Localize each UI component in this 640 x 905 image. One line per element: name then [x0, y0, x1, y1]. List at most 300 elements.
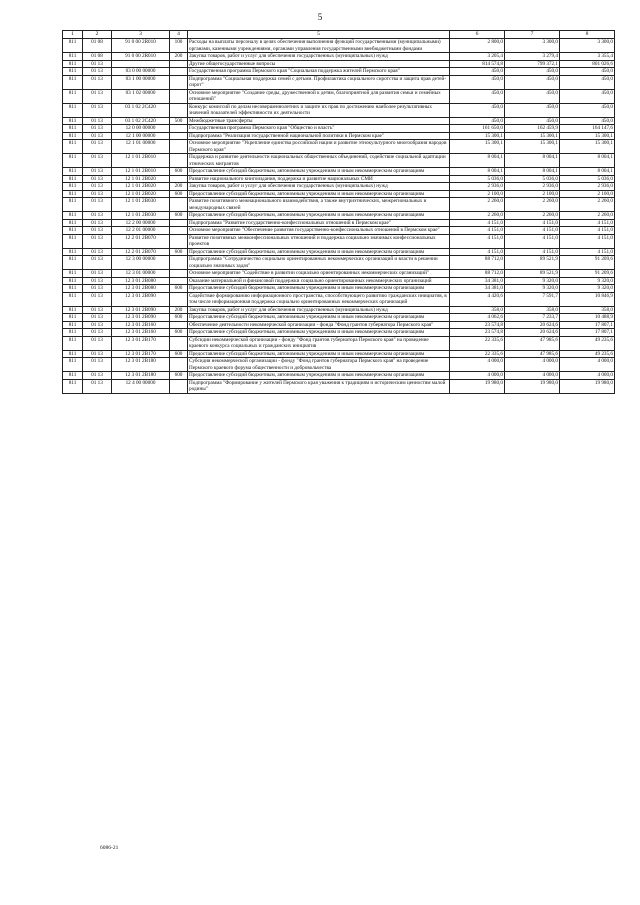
amount-year1-cell: 4 420,6	[450, 292, 505, 306]
expense-type-cell	[170, 227, 188, 235]
expense-type-cell: 600	[170, 168, 188, 176]
amount-year2-cell: 450,0	[505, 117, 560, 125]
amount-year3-cell: 15 300,1	[560, 140, 615, 154]
section-code-cell: 01 13	[83, 270, 112, 278]
section-code-cell: 01 13	[83, 117, 112, 125]
header-cell: 8	[560, 31, 615, 39]
amount-year3-cell: 450,0	[560, 68, 615, 76]
amount-year1-cell: 2 100,0	[450, 190, 505, 198]
expense-type-cell: 100	[170, 39, 188, 53]
ministry-code-cell: 811	[63, 39, 83, 53]
amount-year3-cell: 15 300,1	[560, 132, 615, 140]
amount-year1-cell: 450,0	[450, 68, 505, 76]
target-article-cell: 91 0 00 2R010	[112, 53, 170, 61]
amount-year2-cell: 4 000,0	[505, 372, 560, 380]
item-name-cell: Другие общегосударственные вопросы	[188, 60, 450, 68]
target-article-cell: 12 1 01 2B020	[112, 183, 170, 191]
expense-type-cell	[170, 336, 188, 350]
target-article-cell: 12 1 01 2B020	[112, 190, 170, 198]
item-name-cell: Подпрограмма "Развитие государственно-конфессиональных отношений в Пермском крае"	[188, 219, 450, 227]
expense-type-cell	[170, 358, 188, 372]
ministry-code-cell: 811	[63, 379, 83, 393]
amount-year2-cell: 2 260,0	[505, 198, 560, 212]
amount-year2-cell: 15 300,1	[505, 132, 560, 140]
target-article-cell: 03 0 00 00000	[112, 68, 170, 76]
amount-year2-cell: 4 151,0	[505, 248, 560, 256]
target-article-cell: 03 1 02 00000	[112, 89, 170, 103]
target-article-cell: 12 3 01 2B160	[112, 329, 170, 337]
target-article-cell: 12 3 01 2B160	[112, 321, 170, 329]
amount-year1-cell: 161 650,0	[450, 125, 505, 133]
expense-type-cell	[170, 60, 188, 68]
target-article-cell: 12 3 01 2B170	[112, 336, 170, 350]
amount-year3-cell: 4 000,0	[560, 372, 615, 380]
amount-year1-cell: 450,0	[450, 75, 505, 89]
header-cell: 3	[112, 31, 170, 39]
amount-year1-cell: 4 151,0	[450, 248, 505, 256]
item-name-cell: Предоставление субсидий бюджетным, автономным учреждениям и иным некоммерческим организациям	[188, 329, 450, 337]
item-name-cell: Субсидия некоммерческой организации - фонду "Фонд грантов губернатора Пермского края" на проведение Пермского краевого форума общественности и добровольчества	[188, 358, 450, 372]
item-name-cell: Основное мероприятие "Создание среды, дружественной к детям, благоприятной для развития семьи и семейных отношений"	[188, 89, 450, 103]
amount-year3-cell: 450,0	[560, 75, 615, 89]
section-code-cell: 01 13	[83, 103, 112, 117]
amount-year3-cell: 164 147,6	[560, 125, 615, 133]
target-article-cell: 12 3 01 2B080	[112, 277, 170, 285]
header-cell: 7	[505, 31, 560, 39]
table-row	[63, 270, 615, 278]
expense-type-cell	[170, 68, 188, 76]
amount-year3-cell: 3 300,0	[560, 39, 615, 53]
table-row	[63, 358, 615, 372]
ministry-code-cell: 811	[63, 89, 83, 103]
header-cell: 5	[188, 31, 450, 39]
ministry-code-cell: 811	[63, 125, 83, 133]
table-row	[63, 39, 615, 53]
item-name-cell: Поддержка и развитие деятельности национальных общественных объединений, содействие социальной адаптации этнических мигрантов	[188, 154, 450, 168]
amount-year2-cell: 450,0	[505, 68, 560, 76]
section-code-cell: 01 13	[83, 140, 112, 154]
item-name-cell: Основное мероприятие "Укрепление единства российской нации и развитие этнокультурного многообразия народов Пермского края"	[188, 140, 450, 154]
section-code-cell: 01 13	[83, 285, 112, 293]
target-article-cell: 12 1 01 2B030	[112, 198, 170, 212]
item-name-cell: Основное мероприятие "Содействие в развитии социально ориентированных некоммерческих организаций"	[188, 270, 450, 278]
amount-year1-cell: 15 300,1	[450, 140, 505, 154]
section-code-cell: 01 13	[83, 379, 112, 393]
header-cell: 4	[170, 31, 188, 39]
expense-type-cell	[170, 140, 188, 154]
expense-type-cell: 600	[170, 350, 188, 358]
section-code-cell: 01 13	[83, 306, 112, 314]
amount-year1-cell: 8 004,1	[450, 168, 505, 176]
section-code-cell: 01 13	[83, 212, 112, 220]
amount-year2-cell: 20 624,6	[505, 329, 560, 337]
table-row	[63, 234, 615, 248]
item-name-cell: Государственная программа Пермского края "Социальная поддержка жителей Пермского края"	[188, 68, 450, 76]
item-name-cell: Предоставление субсидий бюджетным, автономным учреждениям и иным некоммерческим организациям	[188, 314, 450, 322]
amount-year3-cell: 4 151,0	[560, 234, 615, 248]
item-name-cell: Конкурс комиссий по делам несовершеннолетних и защите их прав по достижению наиболее результативных значений показателей эффективности их деятельности	[188, 103, 450, 117]
amount-year2-cell: 19 980,0	[505, 379, 560, 393]
table-header-row	[63, 31, 615, 39]
item-name-cell: Государственная программа Пермского края "Общество и власть"	[188, 125, 450, 133]
item-name-cell: Субсидии некоммерческой организации - фонду "Фонд грантов губернатора Пермского края" на проведение краевого конкурса социальных и гражданских инициатив	[188, 336, 450, 350]
expense-type-cell: 600	[170, 372, 188, 380]
section-code-cell: 01 13	[83, 190, 112, 198]
item-name-cell: Предоставление субсидий бюджетным, автономным учреждениям и иным некоммерческим организациям	[188, 350, 450, 358]
budget-table	[62, 30, 615, 394]
ministry-code-cell: 811	[63, 285, 83, 293]
table-row	[63, 306, 615, 314]
target-article-cell: 03 1 02 2C420	[112, 103, 170, 117]
section-code-cell: 01 13	[83, 321, 112, 329]
amount-year2-cell: 450,0	[505, 89, 560, 103]
expense-type-cell	[170, 234, 188, 248]
target-article-cell: 12 0 00 00000	[112, 125, 170, 133]
amount-year3-cell: 4 000,0	[560, 358, 615, 372]
amount-year3-cell: 17 807,1	[560, 321, 615, 329]
ministry-code-cell: 811	[63, 314, 83, 322]
table-row	[63, 227, 615, 235]
header-cell: 1	[63, 31, 83, 39]
table-row	[63, 89, 615, 103]
amount-year1-cell: 22 335,6	[450, 336, 505, 350]
amount-year2-cell: 9 320,0	[505, 285, 560, 293]
table-row	[63, 75, 615, 89]
item-name-cell: Предоставление субсидий бюджетным, автономным учреждениям и иным некоммерческим организациям	[188, 168, 450, 176]
ministry-code-cell: 811	[63, 190, 83, 198]
amount-year1-cell: 4 000,0	[450, 372, 505, 380]
target-article-cell: 12 2 01 00000	[112, 227, 170, 235]
table-row	[63, 212, 615, 220]
section-code-cell: 01 13	[83, 292, 112, 306]
amount-year2-cell: 47 985,6	[505, 350, 560, 358]
amount-year3-cell: 8 004,1	[560, 154, 615, 168]
table-row	[63, 292, 615, 306]
amount-year2-cell: 9 320,0	[505, 277, 560, 285]
amount-year2-cell: 162 459,9	[505, 125, 560, 133]
ministry-code-cell: 811	[63, 256, 83, 270]
section-code-cell: 01 13	[83, 314, 112, 322]
table-row	[63, 219, 615, 227]
ministry-code-cell: 811	[63, 53, 83, 61]
table-row	[63, 140, 615, 154]
section-code-cell: 01 13	[83, 372, 112, 380]
item-name-cell: Межбюджетные трансферты	[188, 117, 450, 125]
amount-year2-cell: 2 100,0	[505, 190, 560, 198]
item-name-cell: Подпрограмма "Формирование у жителей Пермского края уважения к традициям и историческим ценностям малой родины"	[188, 379, 450, 393]
section-code-cell: 01 08	[83, 53, 112, 61]
section-code-cell: 01 13	[83, 125, 112, 133]
amount-year2-cell: 47 985,6	[505, 336, 560, 350]
amount-year3-cell: 9 320,0	[560, 285, 615, 293]
target-article-cell: 12 3 01 00000	[112, 270, 170, 278]
table-row	[63, 277, 615, 285]
ministry-code-cell: 811	[63, 306, 83, 314]
target-article-cell: 03 1 02 2C420	[112, 117, 170, 125]
item-name-cell: Предоставление субсидий бюджетным, автономным учреждениям и иным некоммерческим организациям	[188, 372, 450, 380]
amount-year2-cell: 8 004,1	[505, 154, 560, 168]
ministry-code-cell: 811	[63, 248, 83, 256]
expense-type-cell: 500	[170, 117, 188, 125]
ministry-code-cell: 811	[63, 117, 83, 125]
amount-year3-cell: 10 846,9	[560, 292, 615, 306]
ministry-code-cell: 811	[63, 183, 83, 191]
amount-year1-cell: 2 936,0	[450, 183, 505, 191]
target-article-cell: 12 3 01 2B180	[112, 372, 170, 380]
amount-year1-cell: 22 335,6	[450, 350, 505, 358]
ministry-code-cell: 811	[63, 103, 83, 117]
target-article-cell: 12 3 01 2B090	[112, 314, 170, 322]
table-row	[63, 175, 615, 183]
amount-year1-cell: 34 381,0	[450, 285, 505, 293]
expense-type-cell	[170, 125, 188, 133]
item-name-cell: Развитие позитивных межконфессиональных отношений и поддержка социально значимых конфессиональных проектов	[188, 234, 450, 248]
amount-year3-cell: 9 320,0	[560, 277, 615, 285]
table-row	[63, 154, 615, 168]
amount-year2-cell: 4 151,0	[505, 234, 560, 248]
amount-year3-cell: 2 260,0	[560, 212, 615, 220]
item-name-cell: Основное мероприятие "Обеспечение развития государственно-конфессиональных отношений в Пермском крае"	[188, 227, 450, 235]
amount-year2-cell: 7 591,7	[505, 292, 560, 306]
amount-year3-cell: 801 026,6	[560, 60, 615, 68]
item-name-cell: Расходы на выплаты персоналу в целях обеспечения выполнения функций государственными (муниципальными) органами, казенными учреждениями, органами управления государственными внебюджетными фондами	[188, 39, 450, 53]
amount-year1-cell: 88 712,0	[450, 270, 505, 278]
amount-year3-cell: 450,0	[560, 117, 615, 125]
target-article-cell: 12 3 00 00000	[112, 256, 170, 270]
target-article-cell: 12 3 01 2B090	[112, 306, 170, 314]
target-article-cell: 12 3 01 2B180	[112, 358, 170, 372]
amount-year3-cell: 450,0	[560, 103, 615, 117]
target-article-cell: 12 4 00 00000	[112, 379, 170, 393]
amount-year2-cell: 2 936,0	[505, 183, 560, 191]
expense-type-cell: 600	[170, 190, 188, 198]
amount-year1-cell: 2 260,0	[450, 212, 505, 220]
ministry-code-cell: 811	[63, 60, 83, 68]
expense-type-cell	[170, 103, 188, 117]
expense-type-cell	[170, 132, 188, 140]
amount-year2-cell: 2 260,0	[505, 212, 560, 220]
amount-year1-cell: 23 574,8	[450, 329, 505, 337]
amount-year3-cell: 2 100,0	[560, 190, 615, 198]
amount-year3-cell: 10 488,9	[560, 314, 615, 322]
item-name-cell: Предоставление субсидий бюджетным, автономным учреждениям и иным некоммерческим организациям	[188, 285, 450, 293]
ministry-code-cell: 811	[63, 212, 83, 220]
table-row	[63, 103, 615, 117]
amount-year1-cell: 358,0	[450, 306, 505, 314]
ministry-code-cell: 811	[63, 358, 83, 372]
table-row	[63, 68, 615, 76]
table-row	[63, 198, 615, 212]
section-code-cell: 01 13	[83, 358, 112, 372]
amount-year3-cell: 8 004,1	[560, 168, 615, 176]
amount-year2-cell: 358,0	[505, 306, 560, 314]
section-code-cell: 01 13	[83, 198, 112, 212]
table-row	[63, 379, 615, 393]
ministry-code-cell: 811	[63, 219, 83, 227]
item-name-cell: Предоставление субсидий бюджетным, автономным учреждениям и иным некоммерческим организациям	[188, 212, 450, 220]
expense-type-cell	[170, 198, 188, 212]
ministry-code-cell: 811	[63, 227, 83, 235]
section-code-cell: 01 08	[83, 39, 112, 53]
expense-type-cell	[170, 219, 188, 227]
target-article-cell: 12 1 01 2B010	[112, 168, 170, 176]
table-row	[63, 372, 615, 380]
target-article-cell: 03 1 00 00000	[112, 75, 170, 89]
ministry-code-cell: 811	[63, 350, 83, 358]
expense-type-cell	[170, 277, 188, 285]
table-row	[63, 350, 615, 358]
header-cell: 6	[450, 31, 505, 39]
section-code-cell: 01 13	[83, 256, 112, 270]
section-code-cell: 01 13	[83, 234, 112, 248]
amount-year1-cell: 8 004,1	[450, 154, 505, 168]
amount-year3-cell: 450,0	[560, 89, 615, 103]
ministry-code-cell: 811	[63, 372, 83, 380]
section-code-cell: 01 13	[83, 329, 112, 337]
amount-year2-cell: 7 233,7	[505, 314, 560, 322]
ministry-code-cell: 811	[63, 321, 83, 329]
section-code-cell: 01 13	[83, 132, 112, 140]
table-row	[63, 321, 615, 329]
expense-type-cell: 600	[170, 248, 188, 256]
expense-type-cell: 600	[170, 329, 188, 337]
amount-year1-cell: 2 260,0	[450, 198, 505, 212]
item-name-cell: Развитие национального книгоиздания, поддержка и развитие национальных СМИ	[188, 175, 450, 183]
target-article-cell: 12 1 01 2B030	[112, 212, 170, 220]
amount-year2-cell: 799 372,1	[505, 60, 560, 68]
amount-year2-cell: 3 279,4	[505, 53, 560, 61]
amount-year3-cell: 4 151,0	[560, 248, 615, 256]
amount-year2-cell: 89 521,9	[505, 270, 560, 278]
table-row	[63, 53, 615, 61]
target-article-cell: 91 0 00 2R010	[112, 39, 170, 53]
expense-type-cell	[170, 75, 188, 89]
header-cell: 2	[83, 31, 112, 39]
amount-year2-cell: 4 151,0	[505, 227, 560, 235]
section-code-cell: 01 13	[83, 175, 112, 183]
amount-year3-cell: 17 807,1	[560, 329, 615, 337]
amount-year2-cell: 8 004,1	[505, 168, 560, 176]
table-row	[63, 132, 615, 140]
section-code-cell: 01 13	[83, 183, 112, 191]
amount-year2-cell: 450,0	[505, 103, 560, 117]
document-code: 6086-21	[100, 845, 119, 851]
section-code-cell: 01 13	[83, 219, 112, 227]
amount-year3-cell: 4 151,0	[560, 219, 615, 227]
amount-year1-cell: 23 574,8	[450, 321, 505, 329]
amount-year2-cell: 15 300,1	[505, 140, 560, 154]
amount-year3-cell: 49 235,6	[560, 336, 615, 350]
amount-year3-cell: 2 260,0	[560, 198, 615, 212]
item-name-cell: Закупка товаров, работ и услуг для обеспечения государственных (муниципальных) нужд	[188, 183, 450, 191]
table-row	[63, 256, 615, 270]
target-article-cell	[112, 60, 170, 68]
ministry-code-cell: 811	[63, 140, 83, 154]
amount-year3-cell: 91 209,6	[560, 256, 615, 270]
amount-year1-cell: 88 712,0	[450, 256, 505, 270]
amount-year1-cell: 34 381,0	[450, 277, 505, 285]
section-code-cell: 01 13	[83, 168, 112, 176]
table-row	[63, 183, 615, 191]
section-code-cell: 01 13	[83, 248, 112, 256]
amount-year1-cell: 4 062,6	[450, 314, 505, 322]
expense-type-cell	[170, 154, 188, 168]
amount-year3-cell: 4 151,0	[560, 227, 615, 235]
amount-year2-cell: 5 036,0	[505, 175, 560, 183]
expense-type-cell	[170, 256, 188, 270]
amount-year1-cell: 5 036,0	[450, 175, 505, 183]
target-article-cell: 12 3 01 2B090	[112, 292, 170, 306]
section-code-cell: 01 13	[83, 277, 112, 285]
table-row	[63, 168, 615, 176]
ministry-code-cell: 811	[63, 68, 83, 76]
ministry-code-cell: 811	[63, 270, 83, 278]
expense-type-cell: 600	[170, 285, 188, 293]
amount-year1-cell: 19 980,0	[450, 379, 505, 393]
ministry-code-cell: 811	[63, 336, 83, 350]
amount-year3-cell: 2 936,0	[560, 183, 615, 191]
amount-year3-cell: 358,0	[560, 306, 615, 314]
item-name-cell: Закупка товаров, работ и услуг для обеспечения государственных (муниципальных) нужд	[188, 306, 450, 314]
ministry-code-cell: 811	[63, 292, 83, 306]
expense-type-cell	[170, 175, 188, 183]
item-name-cell: Развитие позитивного межнационального взаимодействия, а также внутриэтнических, межрегиональных и международных связей	[188, 198, 450, 212]
target-article-cell: 12 1 01 00000	[112, 140, 170, 154]
amount-year1-cell: 4 151,0	[450, 227, 505, 235]
ministry-code-cell: 811	[63, 198, 83, 212]
target-article-cell: 12 3 01 2B080	[112, 285, 170, 293]
expense-type-cell: 200	[170, 53, 188, 61]
section-code-cell: 01 13	[83, 154, 112, 168]
amount-year3-cell: 5 036,0	[560, 175, 615, 183]
target-article-cell: 12 1 00 00000	[112, 132, 170, 140]
amount-year3-cell: 91 209,6	[560, 270, 615, 278]
section-code-cell: 01 13	[83, 227, 112, 235]
table-row	[63, 125, 615, 133]
amount-year2-cell: 4 000,0	[505, 358, 560, 372]
amount-year2-cell: 20 624,6	[505, 321, 560, 329]
section-code-cell: 01 13	[83, 60, 112, 68]
ministry-code-cell: 811	[63, 277, 83, 285]
table-row	[63, 285, 615, 293]
expense-type-cell: 600	[170, 212, 188, 220]
item-name-cell: Подпрограмма "Сотрудничество социально ориентированных некоммерческих организаций и власти в решении социально значимых задач"	[188, 256, 450, 270]
amount-year1-cell: 450,0	[450, 103, 505, 117]
ministry-code-cell: 811	[63, 75, 83, 89]
amount-year1-cell: 3 205,4	[450, 53, 505, 61]
target-article-cell: 12 1 01 2B020	[112, 175, 170, 183]
amount-year1-cell: 2 800,0	[450, 39, 505, 53]
amount-year1-cell: 814 574,8	[450, 60, 505, 68]
table-row	[63, 329, 615, 337]
ministry-code-cell: 811	[63, 132, 83, 140]
table-row	[63, 190, 615, 198]
section-code-cell: 01 13	[83, 336, 112, 350]
table-row	[63, 336, 615, 350]
amount-year1-cell: 4 000,0	[450, 358, 505, 372]
ministry-code-cell: 811	[63, 234, 83, 248]
section-code-cell: 01 13	[83, 68, 112, 76]
amount-year2-cell: 450,0	[505, 75, 560, 89]
expense-type-cell	[170, 89, 188, 103]
target-article-cell: 12 2 01 2B070	[112, 248, 170, 256]
amount-year1-cell: 450,0	[450, 117, 505, 125]
item-name-cell: Предоставление субсидий бюджетным, автономным учреждениям и иным некоммерческим организациям	[188, 248, 450, 256]
page-number: 5	[317, 12, 323, 22]
amount-year3-cell: 49 235,6	[560, 350, 615, 358]
item-name-cell: Закупка товаров, работ и услуг для обеспечения государственных (муниципальных) нужд	[188, 53, 450, 61]
ministry-code-cell: 811	[63, 175, 83, 183]
